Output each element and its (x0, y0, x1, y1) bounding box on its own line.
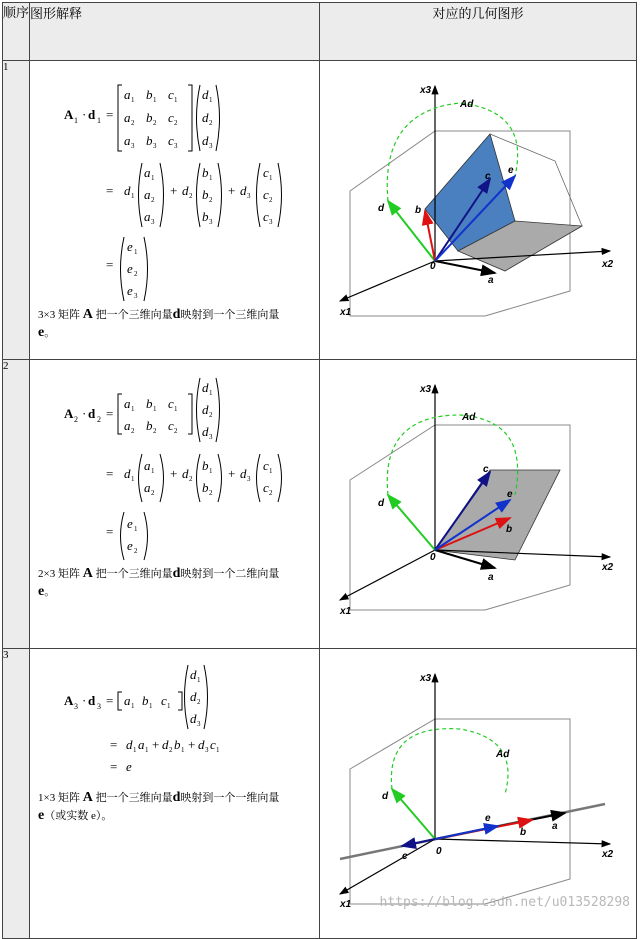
svg-text:2: 2 (209, 196, 213, 204)
label-e: e (485, 813, 491, 824)
svg-text:d: d (124, 466, 131, 481)
desc-text: 把一个三维向量 (92, 309, 173, 321)
vector-d (392, 789, 435, 839)
svg-text:+: + (152, 737, 160, 752)
svg-text:c: c (161, 693, 167, 708)
svg-text:2: 2 (134, 547, 138, 555)
svg-text:1: 1 (209, 174, 213, 182)
svg-text:1: 1 (153, 405, 157, 413)
plane-gray (435, 470, 560, 560)
row-explanation (30, 649, 320, 939)
row-seq: 1 (3, 61, 30, 360)
row-description (38, 565, 308, 601)
svg-text:d: d (198, 737, 205, 752)
svg-text:1: 1 (174, 405, 178, 413)
label-origin: 0 (430, 552, 436, 563)
desc-text: 映射到一个三维向量 (180, 309, 280, 321)
label-x3: x3 (420, 85, 432, 96)
svg-text:1: 1 (197, 676, 201, 684)
svg-text:1: 1 (74, 116, 78, 125)
label-x2: x2 (602, 259, 614, 270)
svg-text:3: 3 (97, 702, 101, 711)
svg-text:1: 1 (134, 248, 138, 256)
svg-text:d: d (202, 424, 209, 439)
label-x3: x3 (420, 673, 432, 684)
desc-matrix: A (82, 790, 93, 805)
label-d: d (378, 498, 385, 509)
svg-text:3: 3 (209, 142, 213, 150)
svg-text:b: b (202, 165, 209, 180)
svg-text:d: d (126, 737, 133, 752)
svg-text:c: c (168, 110, 174, 125)
svg-text:a: a (124, 87, 131, 102)
axis-x2 (435, 839, 610, 844)
svg-text:2: 2 (209, 489, 213, 497)
svg-text:=: = (106, 257, 114, 272)
label-x2: x2 (602, 849, 614, 860)
svg-text:c: c (263, 187, 269, 202)
svg-text:+: + (228, 183, 236, 198)
row-explanation (30, 360, 320, 649)
matrix-mapping-table (2, 2, 637, 939)
svg-text:1: 1 (174, 96, 178, 104)
svg-text:3: 3 (134, 292, 138, 300)
label-c: c (402, 851, 408, 862)
svg-text:1: 1 (97, 116, 101, 125)
desc-text: 映射到一个一维向量 (180, 792, 280, 804)
label-b: b (506, 524, 513, 535)
svg-text:·: · (82, 693, 87, 708)
svg-text:e: e (127, 538, 133, 553)
label-a: a (552, 821, 558, 832)
svg-text:1: 1 (209, 389, 213, 397)
svg-text:2: 2 (209, 411, 213, 419)
row-figure (320, 61, 637, 360)
desc-text: 映射到一个二维向量 (180, 568, 280, 580)
header-seq: 顺序 (3, 3, 30, 61)
svg-text:b: b (174, 737, 181, 752)
svg-text:d: d (202, 380, 209, 395)
header-figure: 对应的几何图形 (320, 3, 637, 61)
svg-text:2: 2 (174, 427, 178, 435)
svg-text:d: d (190, 689, 197, 704)
svg-text:=: = (106, 466, 114, 481)
svg-text:d: d (182, 183, 189, 198)
desc-text: 。 (44, 586, 56, 598)
svg-text:1: 1 (131, 405, 135, 413)
svg-text:1: 1 (209, 96, 213, 104)
table-row (3, 61, 637, 360)
svg-text:2: 2 (131, 119, 135, 127)
formula-row3 (30, 659, 318, 789)
svg-text:2: 2 (153, 119, 157, 127)
svg-text:3: 3 (153, 142, 157, 150)
svg-text:1: 1 (131, 192, 135, 200)
svg-text:c: c (263, 458, 269, 473)
desc-text: 1×3 矩阵 (38, 792, 83, 804)
row-explanation (30, 61, 320, 360)
svg-text:2: 2 (97, 415, 101, 424)
svg-text:3: 3 (247, 192, 251, 200)
svg-text:2: 2 (174, 119, 178, 127)
vector-d (388, 495, 435, 550)
svg-text:d: d (88, 107, 96, 122)
header-row (3, 3, 637, 61)
row-description (38, 789, 308, 825)
svg-text:2: 2 (74, 415, 78, 424)
svg-text:2: 2 (151, 489, 155, 497)
svg-text:b: b (146, 396, 153, 411)
svg-text:A: A (64, 693, 74, 708)
svg-text:3: 3 (269, 218, 273, 226)
svg-text:3: 3 (205, 746, 209, 754)
svg-text:1: 1 (209, 467, 213, 475)
svg-text:a: a (144, 165, 151, 180)
vector-e (435, 826, 498, 839)
svg-text:2: 2 (269, 489, 273, 497)
svg-text:1: 1 (131, 475, 135, 483)
svg-text:2: 2 (131, 427, 135, 435)
label-x1: x1 (340, 606, 352, 617)
svg-text:a: a (124, 693, 131, 708)
svg-text:e: e (126, 759, 132, 774)
svg-text:c: c (168, 133, 174, 148)
svg-text:b: b (146, 110, 153, 125)
svg-text:+: + (170, 183, 178, 198)
svg-text:b: b (146, 133, 153, 148)
svg-text:d: d (240, 183, 247, 198)
desc-text: 3×3 矩阵 (38, 309, 83, 321)
svg-text:a: a (144, 480, 151, 495)
svg-text:2: 2 (153, 427, 157, 435)
svg-text:a: a (144, 458, 151, 473)
desc-matrix: A (82, 307, 93, 322)
desc-vector-d: d (172, 307, 181, 322)
svg-text:d: d (202, 402, 209, 417)
svg-text:1: 1 (269, 467, 273, 475)
label-origin: 0 (430, 261, 436, 272)
axis-x1 (340, 550, 435, 600)
svg-text:=: = (106, 183, 114, 198)
label-origin: 0 (436, 846, 442, 857)
svg-text:=: = (106, 693, 114, 708)
svg-text:d: d (202, 133, 209, 148)
svg-text:a: a (124, 396, 131, 411)
geometry-figure-1 (320, 61, 637, 354)
geometry-figure-3 (320, 649, 637, 933)
svg-text:2: 2 (209, 119, 213, 127)
svg-text:2: 2 (169, 746, 173, 754)
label-x1: x1 (340, 899, 352, 910)
desc-text: 把一个三维向量 (92, 568, 173, 580)
label-d: d (382, 791, 389, 802)
svg-text:2: 2 (189, 475, 193, 483)
svg-text:c: c (168, 396, 174, 411)
svg-text:1: 1 (216, 746, 220, 754)
svg-text:2: 2 (151, 196, 155, 204)
svg-text:2: 2 (134, 270, 138, 278)
svg-text:1: 1 (133, 746, 137, 754)
svg-text:A: A (64, 406, 74, 421)
label-e: e (507, 489, 513, 500)
desc-text: 把一个三维向量 (92, 792, 173, 804)
svg-text:1: 1 (145, 746, 149, 754)
svg-text:d: d (190, 711, 197, 726)
svg-text:d: d (202, 110, 209, 125)
svg-text:b: b (146, 87, 153, 102)
svg-text:1: 1 (131, 702, 135, 710)
svg-text:+: + (228, 466, 236, 481)
table-row (3, 360, 637, 649)
svg-text:b: b (202, 458, 209, 473)
header-explanation: 图形解释 (30, 3, 320, 61)
formula-row1 (30, 69, 318, 309)
svg-text:3: 3 (247, 475, 251, 483)
svg-text:d: d (240, 466, 247, 481)
svg-text:1: 1 (131, 96, 135, 104)
svg-text:=: = (106, 524, 114, 539)
svg-text:3: 3 (74, 702, 78, 711)
label-Ad: Ad (496, 749, 510, 760)
svg-text:c: c (168, 87, 174, 102)
svg-text:b: b (142, 693, 149, 708)
svg-text:2: 2 (189, 192, 193, 200)
svg-text:1: 1 (151, 174, 155, 182)
label-Ad: Ad (462, 412, 476, 423)
svg-text:b: b (202, 187, 209, 202)
svg-text:a: a (124, 110, 131, 125)
geometry-figure-2 (320, 360, 637, 643)
svg-text:c: c (263, 165, 269, 180)
row-figure (320, 360, 637, 649)
label-e: e (508, 165, 514, 176)
svg-text:c: c (210, 737, 216, 752)
desc-vector-d: d (172, 790, 181, 805)
svg-text:=: = (110, 737, 118, 752)
desc-matrix: A (82, 566, 93, 581)
svg-text:b: b (146, 418, 153, 433)
label-x3: x3 (420, 384, 432, 395)
svg-text:=: = (106, 406, 114, 421)
svg-text:=: = (110, 759, 118, 774)
svg-text:d: d (202, 87, 209, 102)
label-a: a (488, 572, 494, 583)
label-a: a (488, 275, 494, 286)
row-description (38, 306, 308, 342)
svg-text:1: 1 (153, 96, 157, 104)
svg-text:3: 3 (209, 218, 213, 226)
label-c: c (483, 464, 489, 475)
svg-text:b: b (202, 209, 209, 224)
label-b: b (520, 827, 527, 838)
svg-text:e: e (127, 283, 133, 298)
svg-text:3: 3 (209, 433, 213, 441)
axis-x1 (340, 261, 435, 301)
svg-text:2: 2 (269, 196, 273, 204)
svg-text:A: A (64, 107, 74, 122)
label-Ad: Ad (460, 99, 474, 110)
label-d: d (378, 203, 385, 214)
svg-text:3: 3 (174, 142, 178, 150)
svg-text:d: d (88, 406, 96, 421)
watermark: https://blog.csdn.net/u013528298 (379, 895, 630, 910)
svg-text:e: e (127, 261, 133, 276)
svg-text:c: c (263, 209, 269, 224)
svg-text:·: · (82, 406, 87, 421)
svg-text:a: a (144, 187, 151, 202)
svg-text:d: d (182, 466, 189, 481)
label-x1: x1 (340, 307, 352, 318)
desc-vector-e: e (38, 584, 45, 599)
svg-text:a: a (144, 209, 151, 224)
svg-text:1: 1 (149, 702, 153, 710)
svg-text:a: a (124, 418, 131, 433)
svg-text:3: 3 (131, 142, 135, 150)
svg-text:1: 1 (269, 174, 273, 182)
svg-text:d: d (162, 737, 169, 752)
svg-text:2: 2 (197, 698, 201, 706)
svg-text:=: = (106, 107, 114, 122)
row-seq: 2 (3, 360, 30, 649)
svg-text:b: b (202, 480, 209, 495)
svg-text:3: 3 (197, 720, 201, 728)
desc-vector-e: e (38, 325, 45, 340)
svg-text:a: a (138, 737, 145, 752)
desc-text: 2×3 矩阵 (38, 568, 83, 580)
label-b: b (415, 205, 422, 216)
svg-text:c: c (263, 480, 269, 495)
svg-text:e: e (127, 516, 133, 531)
svg-text:e: e (127, 239, 133, 254)
svg-text:3: 3 (151, 218, 155, 226)
desc-text: （或实数 e）。 (44, 810, 113, 822)
svg-text:1: 1 (134, 525, 138, 533)
svg-text:d: d (124, 183, 131, 198)
formula-row2 (30, 372, 318, 572)
svg-text:c: c (168, 418, 174, 433)
svg-text:1: 1 (181, 746, 185, 754)
desc-vector-e: e (38, 808, 45, 823)
arc-Ad (391, 729, 508, 794)
label-x2: x2 (602, 562, 614, 573)
desc-vector-d: d (172, 566, 181, 581)
svg-text:d: d (190, 667, 197, 682)
desc-text: 。 (44, 327, 56, 339)
svg-text:d: d (88, 693, 96, 708)
svg-text:1: 1 (167, 702, 171, 710)
svg-text:·: · (82, 107, 87, 122)
svg-text:+: + (188, 737, 196, 752)
axis-x1 (340, 839, 435, 894)
label-c: c (485, 171, 491, 182)
svg-text:a: a (124, 133, 131, 148)
svg-text:1: 1 (151, 467, 155, 475)
svg-text:+: + (170, 466, 178, 481)
row-seq: 3 (3, 649, 30, 939)
